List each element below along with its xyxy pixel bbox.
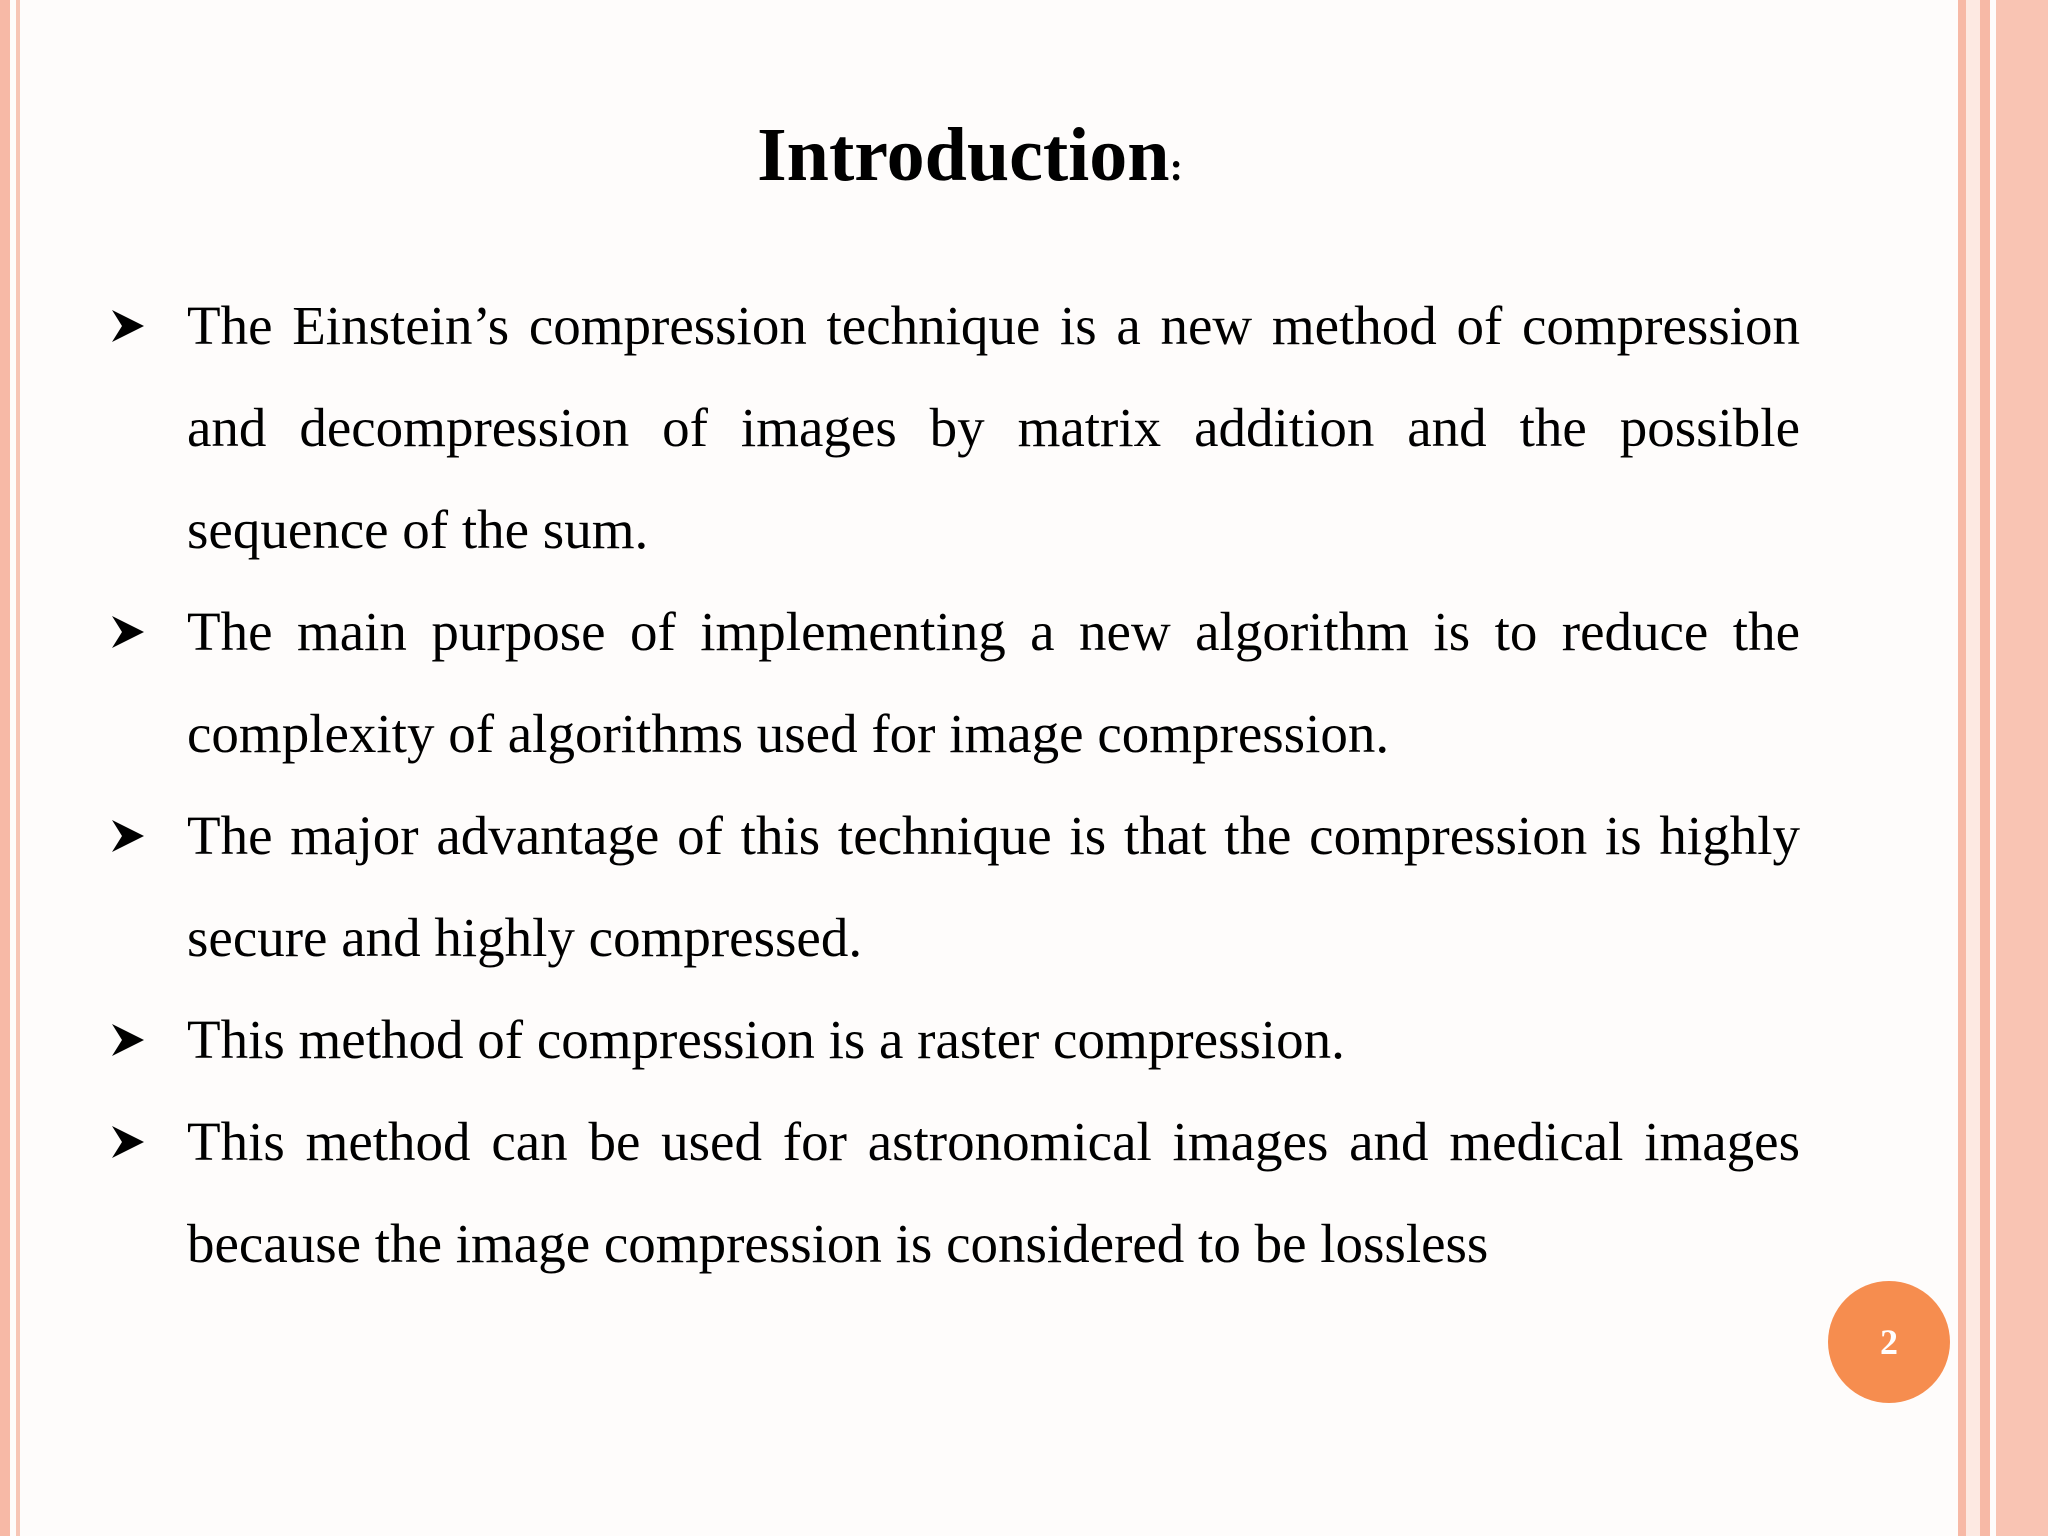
bullet-text: This method of compression is a raster compression. (187, 1009, 1345, 1070)
bullet-item (110, 581, 1800, 785)
right-border-stripe-1 (1958, 0, 1966, 1536)
right-border-gap (1966, 0, 1980, 1536)
arrowhead-bullet-icon (110, 275, 187, 377)
left-border-stripe (0, 0, 10, 1536)
bullet-text: This method can be used for astronomical images and medical images because the image compression is considered to be lossless (187, 1111, 1800, 1274)
left-border-inner-stripe (16, 0, 20, 1536)
arrowhead-bullet-icon (110, 785, 187, 887)
bullet-text: The Einstein’s compression technique is a new method of compression and decompression of images by matrix addition and the possible sequence of the sum. (187, 295, 1800, 560)
arrowhead-bullet-icon (110, 1091, 187, 1193)
slide-title (0, 105, 1940, 217)
bullet-item (110, 1091, 1800, 1295)
right-border-stripe-2 (1980, 0, 1990, 1536)
page-number: 2 (1880, 1322, 1898, 1362)
right-border-stripe-3 (1996, 0, 2048, 1536)
arrowhead-bullet-icon (110, 989, 187, 1091)
bullet-item (110, 785, 1800, 989)
bullet-item (110, 989, 1800, 1091)
bullet-text: The main purpose of implementing a new algorithm is to reduce the complexity of algorithms used for image compression. (187, 601, 1800, 764)
bullet-text: The major advantage of this technique is that the compression is highly secure and highly compressed. (187, 805, 1800, 968)
page-number-badge (1828, 1281, 1950, 1403)
slide-title-text: Introduction (757, 113, 1170, 197)
slide-title-colon: : (1169, 144, 1183, 189)
bullet-list (110, 275, 1800, 1295)
bullet-item (110, 275, 1800, 581)
arrowhead-bullet-icon (110, 581, 187, 683)
